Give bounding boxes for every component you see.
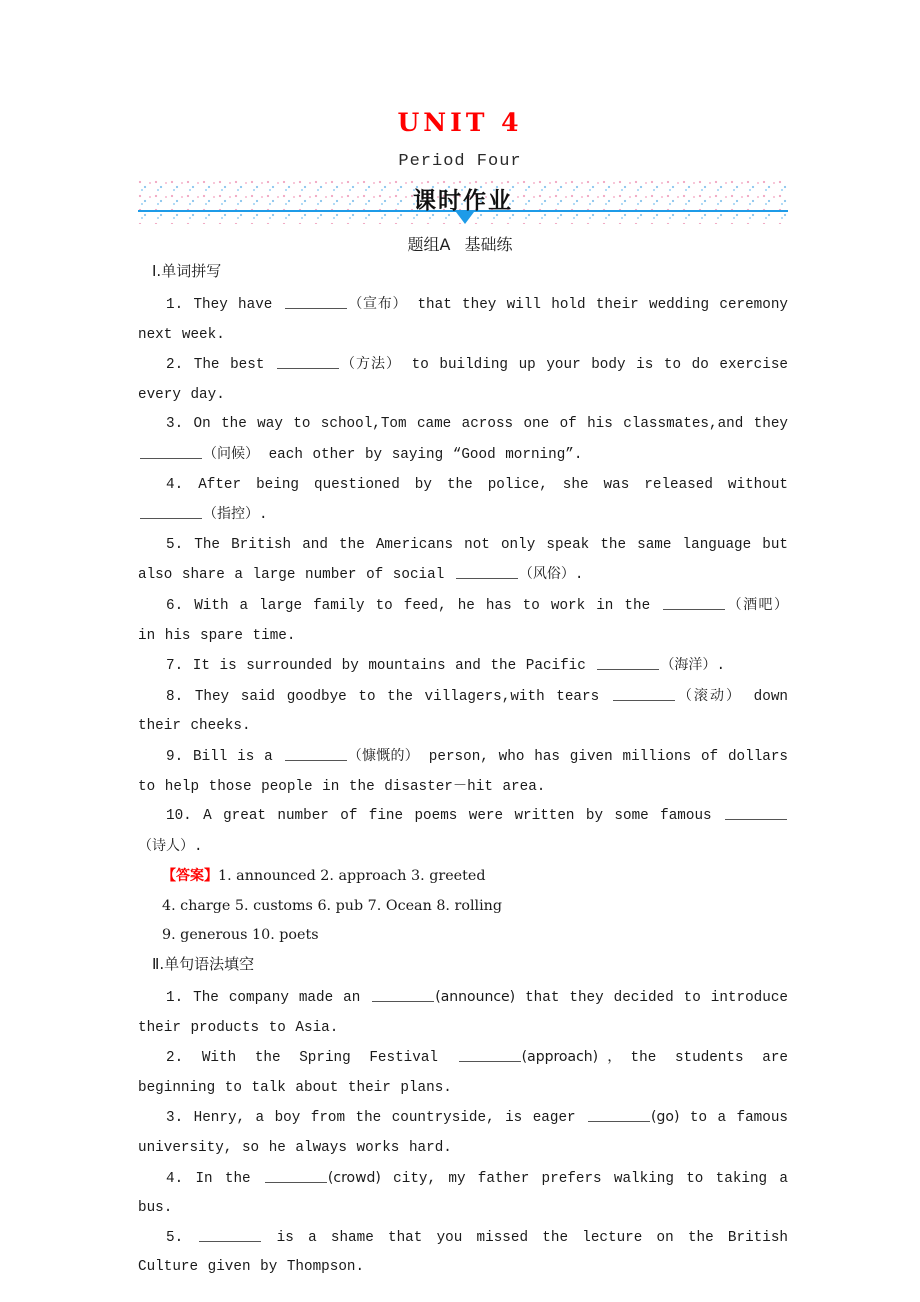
answer-blank[interactable] [725, 806, 787, 820]
answer-blank[interactable] [459, 1048, 521, 1062]
question-item [138, 410, 788, 470]
answer-line [138, 921, 788, 951]
answer-blank[interactable] [285, 747, 347, 761]
question-cue: （酒吧） [726, 596, 788, 613]
question-cue: (crowd) [327, 1169, 381, 1186]
question-text-after-blank: . [574, 567, 584, 584]
exercise-group-title [0, 232, 920, 255]
question-cue: （问候） [203, 445, 259, 462]
question-text-before-blank: With the Spring Festival [201, 1050, 457, 1067]
question-number: 3. [166, 416, 184, 433]
question-text-before-blank: In the [195, 1170, 263, 1187]
answer-blank[interactable] [140, 445, 202, 459]
question-text-before-blank: Henry, a boy from the countryside, is eager [193, 1110, 587, 1127]
section-heading: Ⅰ.单词拼写 [152, 262, 222, 280]
section-heading: Ⅱ.单句语法填空 [152, 955, 255, 974]
question-text-after-blank: . [259, 507, 268, 524]
question-number: 2. [166, 1050, 184, 1067]
question-text-after-blank: to building up your body is to do exercise every day. [138, 357, 789, 403]
answer-text: 1. announced 2. approach 3. greeted [218, 868, 486, 885]
question-item [138, 802, 788, 862]
question-item [138, 651, 788, 682]
group-label-b: 基础练 [464, 235, 513, 254]
answer-line [138, 862, 788, 892]
question-cue: (approach) [521, 1049, 599, 1066]
question-text-after-blank: that they decided to introduce their products to Asia. [138, 990, 788, 1036]
question-text-after-blank: ，the students are beginning to talk about their plans. [138, 1050, 788, 1096]
question-item [138, 983, 788, 1043]
question-text-after-blank: is a shame that you missed the lecture on the British Culture given by Thompson. [138, 1229, 788, 1276]
question-text-after-blank: city, my father prefers walking to taking a bus. [138, 1170, 788, 1217]
question-number: 7. [166, 658, 184, 675]
period-subtitle: Period Four [398, 152, 522, 171]
answer-blank[interactable] [372, 988, 434, 1002]
question-cue: （诗人） [138, 837, 194, 854]
section-banner [138, 180, 788, 224]
answer-text: 9. generous 10. poets [162, 927, 319, 944]
question-number: 6. [166, 597, 184, 614]
question-item [138, 682, 788, 742]
question-text-after-blank: in his spare time. [138, 627, 296, 644]
question-number: 4. [166, 1170, 184, 1187]
answer-blank[interactable] [597, 656, 659, 670]
question-text-after-blank: that they will hold their wedding ceremony next week. [138, 297, 788, 343]
question-item [138, 1224, 788, 1283]
question-text-before-blank: With a large family to feed, he has to work in the [194, 597, 662, 614]
question-item [138, 471, 788, 531]
question-text-after-blank: . [194, 838, 203, 855]
question-number: 2. [166, 357, 184, 374]
question-item [138, 1103, 788, 1163]
answer-blank[interactable] [140, 505, 202, 519]
question-text-before-blank: It is surrounded by mountains and the Pacific [192, 658, 596, 675]
question-cue: （海洋） [660, 657, 717, 674]
question-cue: （宣布） [347, 296, 408, 312]
question-text-before-blank: They have [193, 297, 283, 313]
question-number: 5. [166, 536, 184, 553]
question-number: 4. [166, 476, 184, 493]
answer-blank[interactable] [265, 1169, 327, 1183]
question-text-after-blank: down their cheeks. [138, 688, 788, 735]
question-cue: （方法） [340, 356, 402, 373]
question-text-before-blank: On the way to school,Tom came across one of his classmates,and they [193, 416, 788, 433]
answer-blank[interactable] [663, 596, 725, 610]
question-text-after-blank: . [716, 658, 726, 675]
question-number: 3. [166, 1110, 184, 1127]
question-item [138, 531, 788, 591]
question-item [138, 1164, 788, 1224]
question-item [138, 350, 788, 410]
question-text-after-blank: person, who has given millions of dollars to help those people in the disaster－hit area. [138, 748, 789, 795]
answer-blank[interactable] [613, 687, 675, 701]
banner-title: 课时作业 [413, 188, 513, 214]
question-text-before-blank: A great number of fine poems were written by some famous [203, 808, 723, 825]
group-label-a: 题组A [407, 235, 451, 254]
question-text-after-blank: to a famous university, so he always works hard. [138, 1110, 788, 1157]
answer-blank[interactable] [277, 355, 339, 369]
question-cue: (go) [651, 1109, 680, 1126]
answer-blank[interactable] [199, 1228, 261, 1242]
question-item [138, 591, 788, 651]
sections-container [138, 258, 788, 1283]
question-item [138, 290, 788, 350]
question-text-before-blank: The British and the Americans not only speak the same language but also share a large number of social [138, 536, 789, 584]
question-number: 10. [166, 808, 192, 825]
question-number: 1. [166, 990, 184, 1007]
question-number: 1. [166, 297, 184, 313]
question-cue: （指控） [203, 506, 259, 523]
answer-blank[interactable] [456, 565, 518, 579]
question-number: 5. [166, 1229, 184, 1246]
question-cue: （慷慨的） [347, 747, 419, 764]
answer-blank[interactable] [285, 295, 347, 309]
question-text-before-blank: After being questioned by the police, she was released without [198, 476, 788, 493]
question-text-before-blank: The best [193, 357, 275, 374]
question-text-after-blank: each other by saying “Good morning”. [259, 446, 583, 463]
answer-blank[interactable] [588, 1108, 650, 1122]
question-item [138, 1043, 788, 1103]
question-item [138, 742, 788, 802]
question-cue: （滚动） [675, 687, 743, 704]
question-text-before-blank: They said goodbye to the villagers,with tears [194, 688, 611, 705]
answer-text: 4. charge 5. customs 6. pub 7. Ocean 8. rolling [162, 897, 503, 914]
question-cue: (announce) [435, 989, 516, 1006]
page-title: UNIT 4 [397, 108, 523, 137]
question-text-before-blank: The company made an [193, 990, 371, 1007]
answer-line [138, 892, 788, 922]
answer-label: 【答案】 [162, 868, 218, 885]
question-text-before-blank: Bill is a [193, 748, 283, 765]
worksheet-content [138, 258, 788, 1283]
question-number: 8. [166, 688, 184, 705]
question-number: 9. [166, 748, 184, 765]
question-cue: （风俗） [518, 566, 575, 583]
